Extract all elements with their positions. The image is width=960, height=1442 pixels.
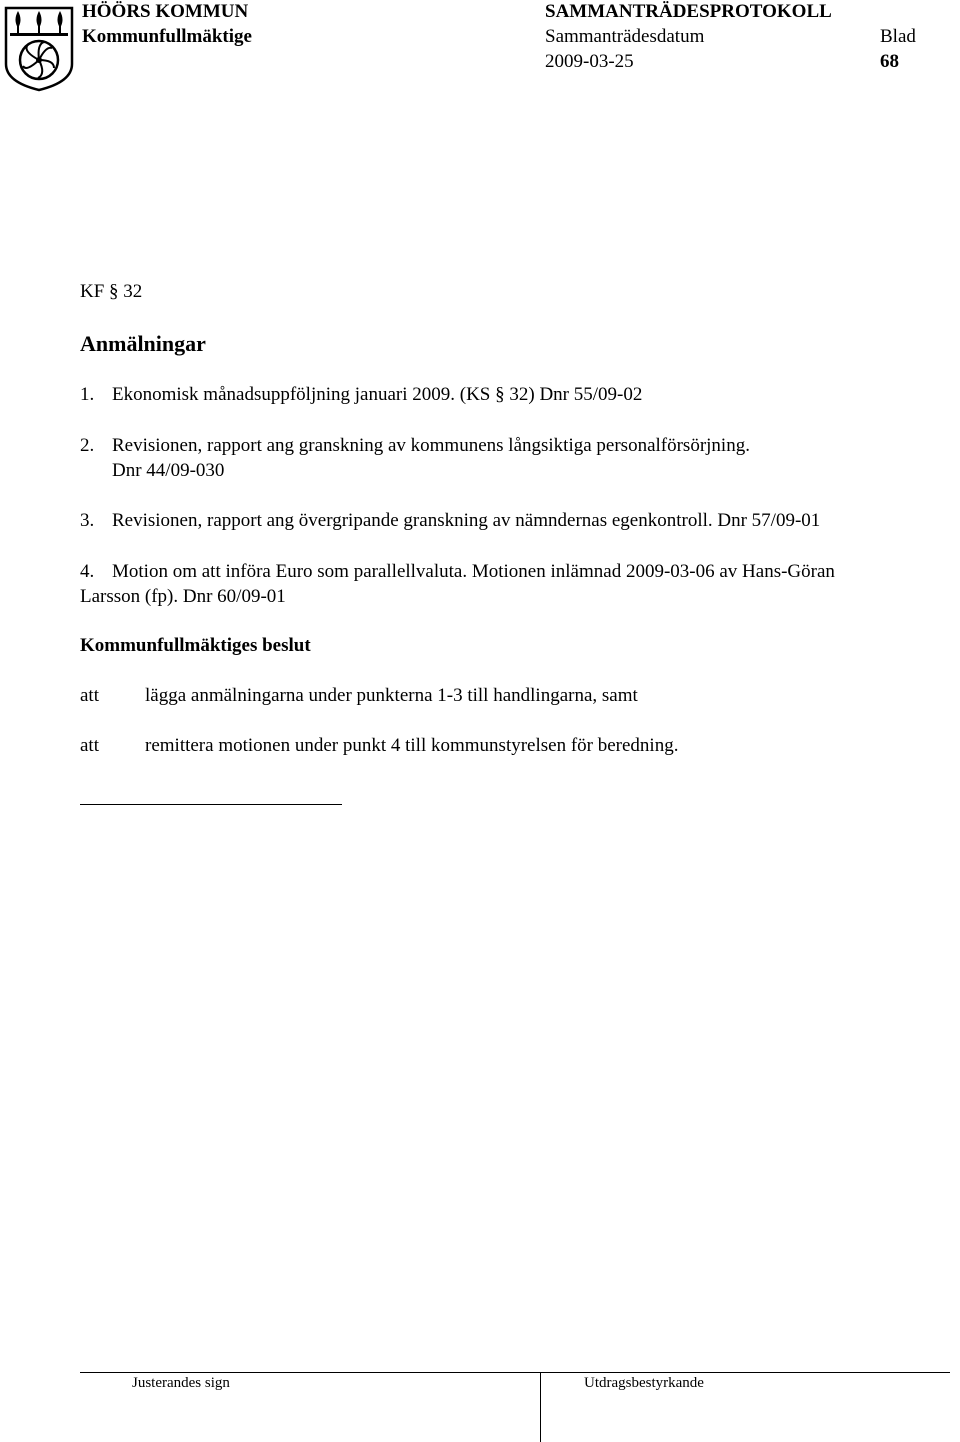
att-label: att — [80, 685, 99, 706]
document-type: SAMMANTRÄDESPROTOKOLL — [545, 1, 832, 22]
decision-text: lägga anmälningarna under punkterna 1-3 till handlingarna, samt — [145, 685, 638, 706]
municipality-logo — [4, 2, 74, 92]
item-text: Revisionen, rapport ang övergripande granskning av nämndernas egenkontroll. Dnr 57/09-01 — [112, 510, 821, 531]
meeting-date-label: Sammanträdesdatum — [545, 26, 705, 47]
section-title: Anmälningar — [80, 331, 206, 356]
body-name: Kommunfullmäktige — [82, 26, 252, 47]
list-item — [80, 559, 835, 609]
list-item — [80, 433, 750, 483]
footer-utdragsbestyrkande: Utdragsbestyrkande — [584, 1375, 704, 1391]
footer-separator — [540, 1372, 541, 1442]
decision-text: remittera motionen under punkt 4 till kommunstyrelsen för beredning. — [145, 735, 679, 756]
item-text: Motion om att införa Euro som parallellvaluta. Motionen inlämnad 2009-03-06 av Hans-Göran — [112, 561, 835, 582]
decision-heading: Kommunfullmäktiges beslut — [80, 635, 311, 656]
list-item — [80, 382, 642, 407]
page-label: Blad — [880, 26, 916, 47]
meeting-date: 2009-03-25 — [545, 51, 634, 72]
item-number: 3. — [80, 510, 95, 531]
list-item — [80, 508, 820, 533]
item-text: Revisionen, rapport ang granskning av kommunens långsiktiga personalförsörjning. — [112, 435, 750, 456]
item-number: 4. — [80, 561, 95, 582]
item-number: 2. — [80, 435, 95, 456]
att-label: att — [80, 735, 99, 756]
org-name: HÖÖRS KOMMUN — [82, 1, 249, 22]
end-rule — [80, 804, 342, 805]
footer-justerandes-sign: Justerandes sign — [132, 1375, 230, 1391]
item-text: Ekonomisk månadsuppföljning januari 2009. (KS § 32) Dnr 55/09-02 — [112, 384, 643, 405]
item-text-continued: Larsson (fp). Dnr 60/09-01 — [80, 586, 286, 607]
section-code: KF § 32 — [80, 281, 143, 302]
footer-divider — [80, 1372, 950, 1373]
item-number: 1. — [80, 384, 95, 405]
decision-row — [80, 685, 638, 707]
page-number: 68 — [880, 51, 899, 72]
decision-row — [80, 735, 678, 757]
item-text-continued: Dnr 44/09-030 — [112, 460, 225, 481]
